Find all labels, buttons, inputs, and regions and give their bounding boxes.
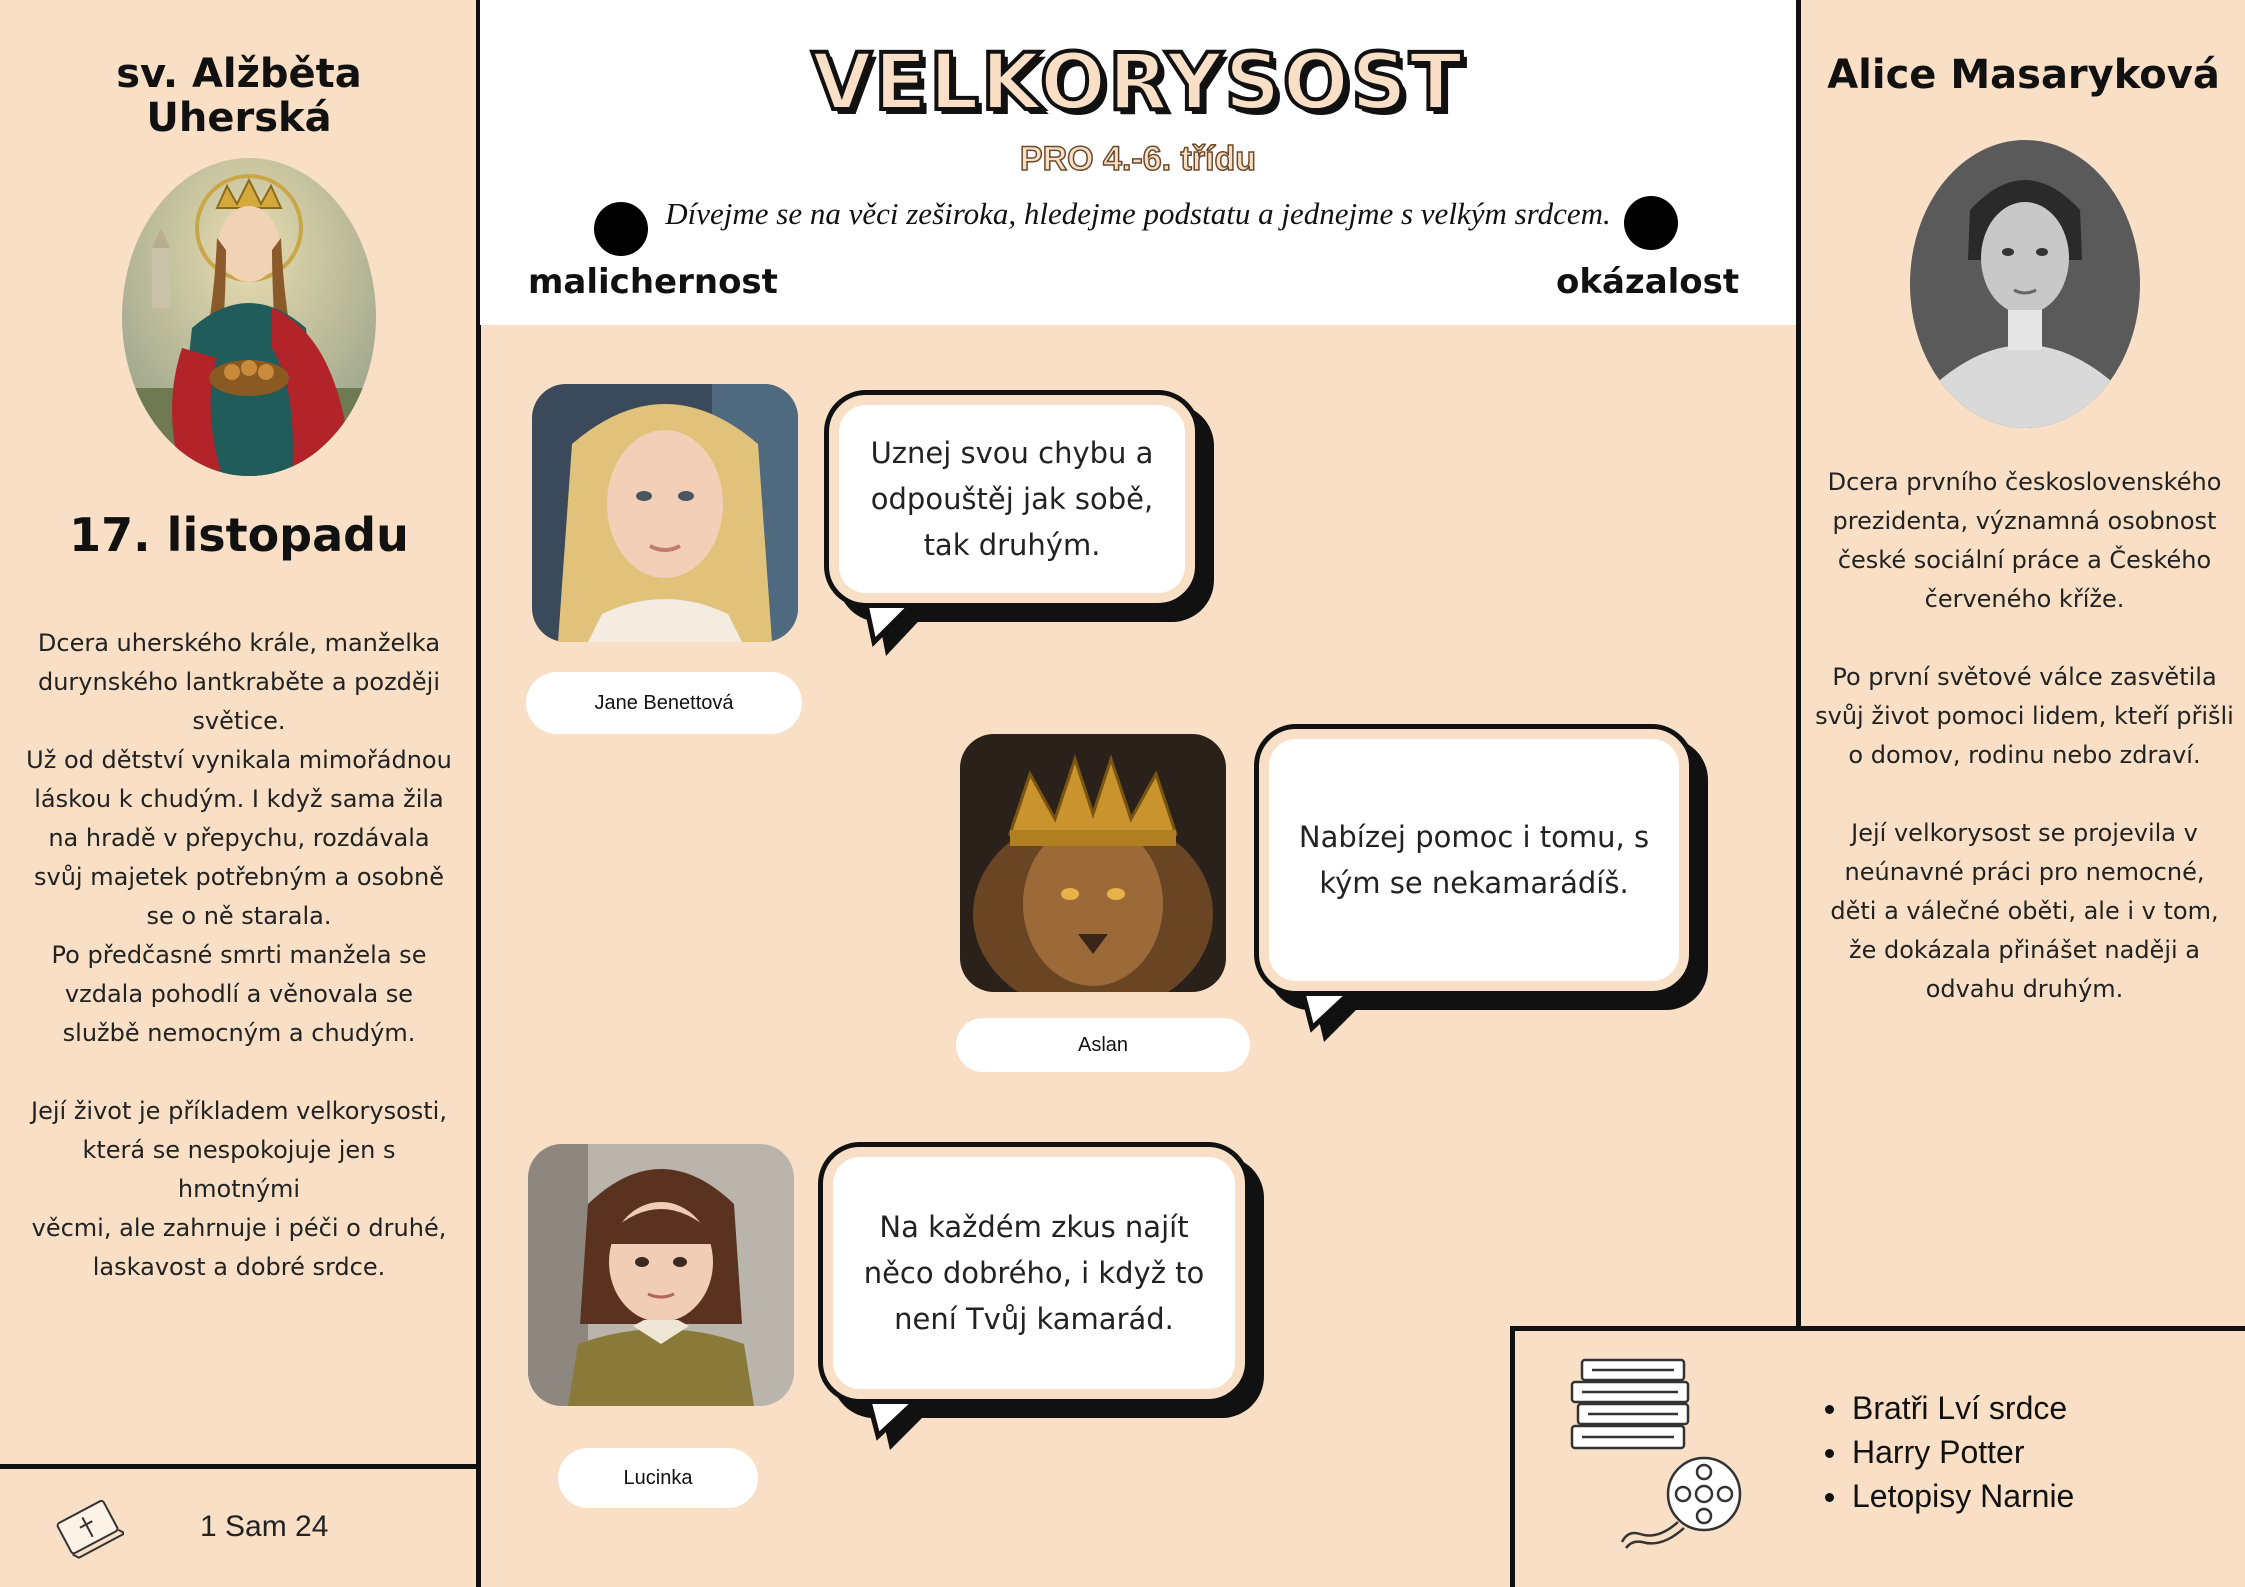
- scale-dot-left: [594, 202, 648, 256]
- left-person-name: sv. Alžběta Uherská: [116, 51, 362, 141]
- bible-icon: [52, 1496, 124, 1560]
- book-item: Harry Potter: [1852, 1430, 2074, 1474]
- right-divider: [1796, 0, 1801, 1328]
- left-biography: Dcera uherského krále, manželka durynského lantkraběte a později světice. Už od dětství vynikala mimořádnou láskou k chudým. I když sama žila na hradě v přepychu, rozdávala svůj majetek potřebným a osobně se o ně starala. Po předčasné smrti manžela se vzdala pohodlí a věnovala se službě nemocným a chudým. Její život je příkladem velkorysosti, která se nespokojuje jen s hmotnými věcmi, ale zahrnuje i péči o druhé, laskavost a dobré srdce.: [26, 629, 452, 1281]
- page-title: VELKORYSOST: [811, 38, 1465, 128]
- book-list: [1852, 1386, 2074, 1518]
- jane-photo: [532, 384, 798, 642]
- quote-bubble-3: [818, 1142, 1250, 1404]
- character-name-pill: Aslan: [956, 1018, 1250, 1072]
- quote-bubble-1: [824, 390, 1200, 608]
- character-name-pill: Jane Benettová: [526, 672, 802, 734]
- aslan-photo: [960, 734, 1226, 992]
- feast-date: 17. listopadu: [69, 508, 409, 562]
- motto: Dívejme se na věci zeširoka, hledejme podstatu a jednejme s velkým srdcem.: [665, 196, 1611, 231]
- bible-reference: 1 Sam 24: [200, 1510, 329, 1543]
- lucinka-photo: [528, 1144, 794, 1406]
- resources-left-divider: [1510, 1326, 1515, 1587]
- right-biography: Dcera prvního československého prezidenta, významná osobnost české sociální práce a Českého červeného kříže. Po první světové válce zasvětila svůj život pomoci lidem, kteří přišli o domov, rodinu nebo zdraví. Její velkorysost se projevila v neúnavné práci pro nemocné, děti a válečné oběti, ale i v tom, že dokázala přinášet naději a odvahu druhým.: [1815, 468, 2234, 1003]
- books-icon: [1568, 1356, 1704, 1458]
- right-person-name: Alice Masaryková: [1827, 52, 2220, 98]
- header-panel: [480, 0, 1796, 325]
- book-item: Letopisy Narnie: [1852, 1474, 2074, 1518]
- book-item: Bratři Lví srdce: [1852, 1386, 2074, 1430]
- scale-label-left: malichernost: [528, 262, 778, 302]
- scale-dot-right: [1624, 196, 1678, 250]
- quote-bubble-2: [1254, 724, 1694, 996]
- alzbeta-portrait: [122, 158, 376, 476]
- quote-text: Uznej svou chybu a odpouštěj jak sobě, tak druhým.: [824, 390, 1200, 608]
- left-footer-divider: [0, 1464, 478, 1469]
- scale-label-right: okázalost: [1556, 262, 1740, 302]
- quote-text: Na každém zkus najít něco dobrého, i když to není Tvůj kamarád.: [818, 1142, 1250, 1404]
- alice-portrait: [1910, 140, 2140, 428]
- character-name-pill: Lucinka: [558, 1448, 758, 1508]
- film-reel-icon: [1618, 1452, 1748, 1552]
- resources-top-divider: [1510, 1326, 2245, 1331]
- quote-text: Nabízej pomoc i tomu, s kým se nekamarádíš.: [1254, 724, 1694, 996]
- grade-subtitle: PRO 4.-6. třídu: [1019, 140, 1257, 178]
